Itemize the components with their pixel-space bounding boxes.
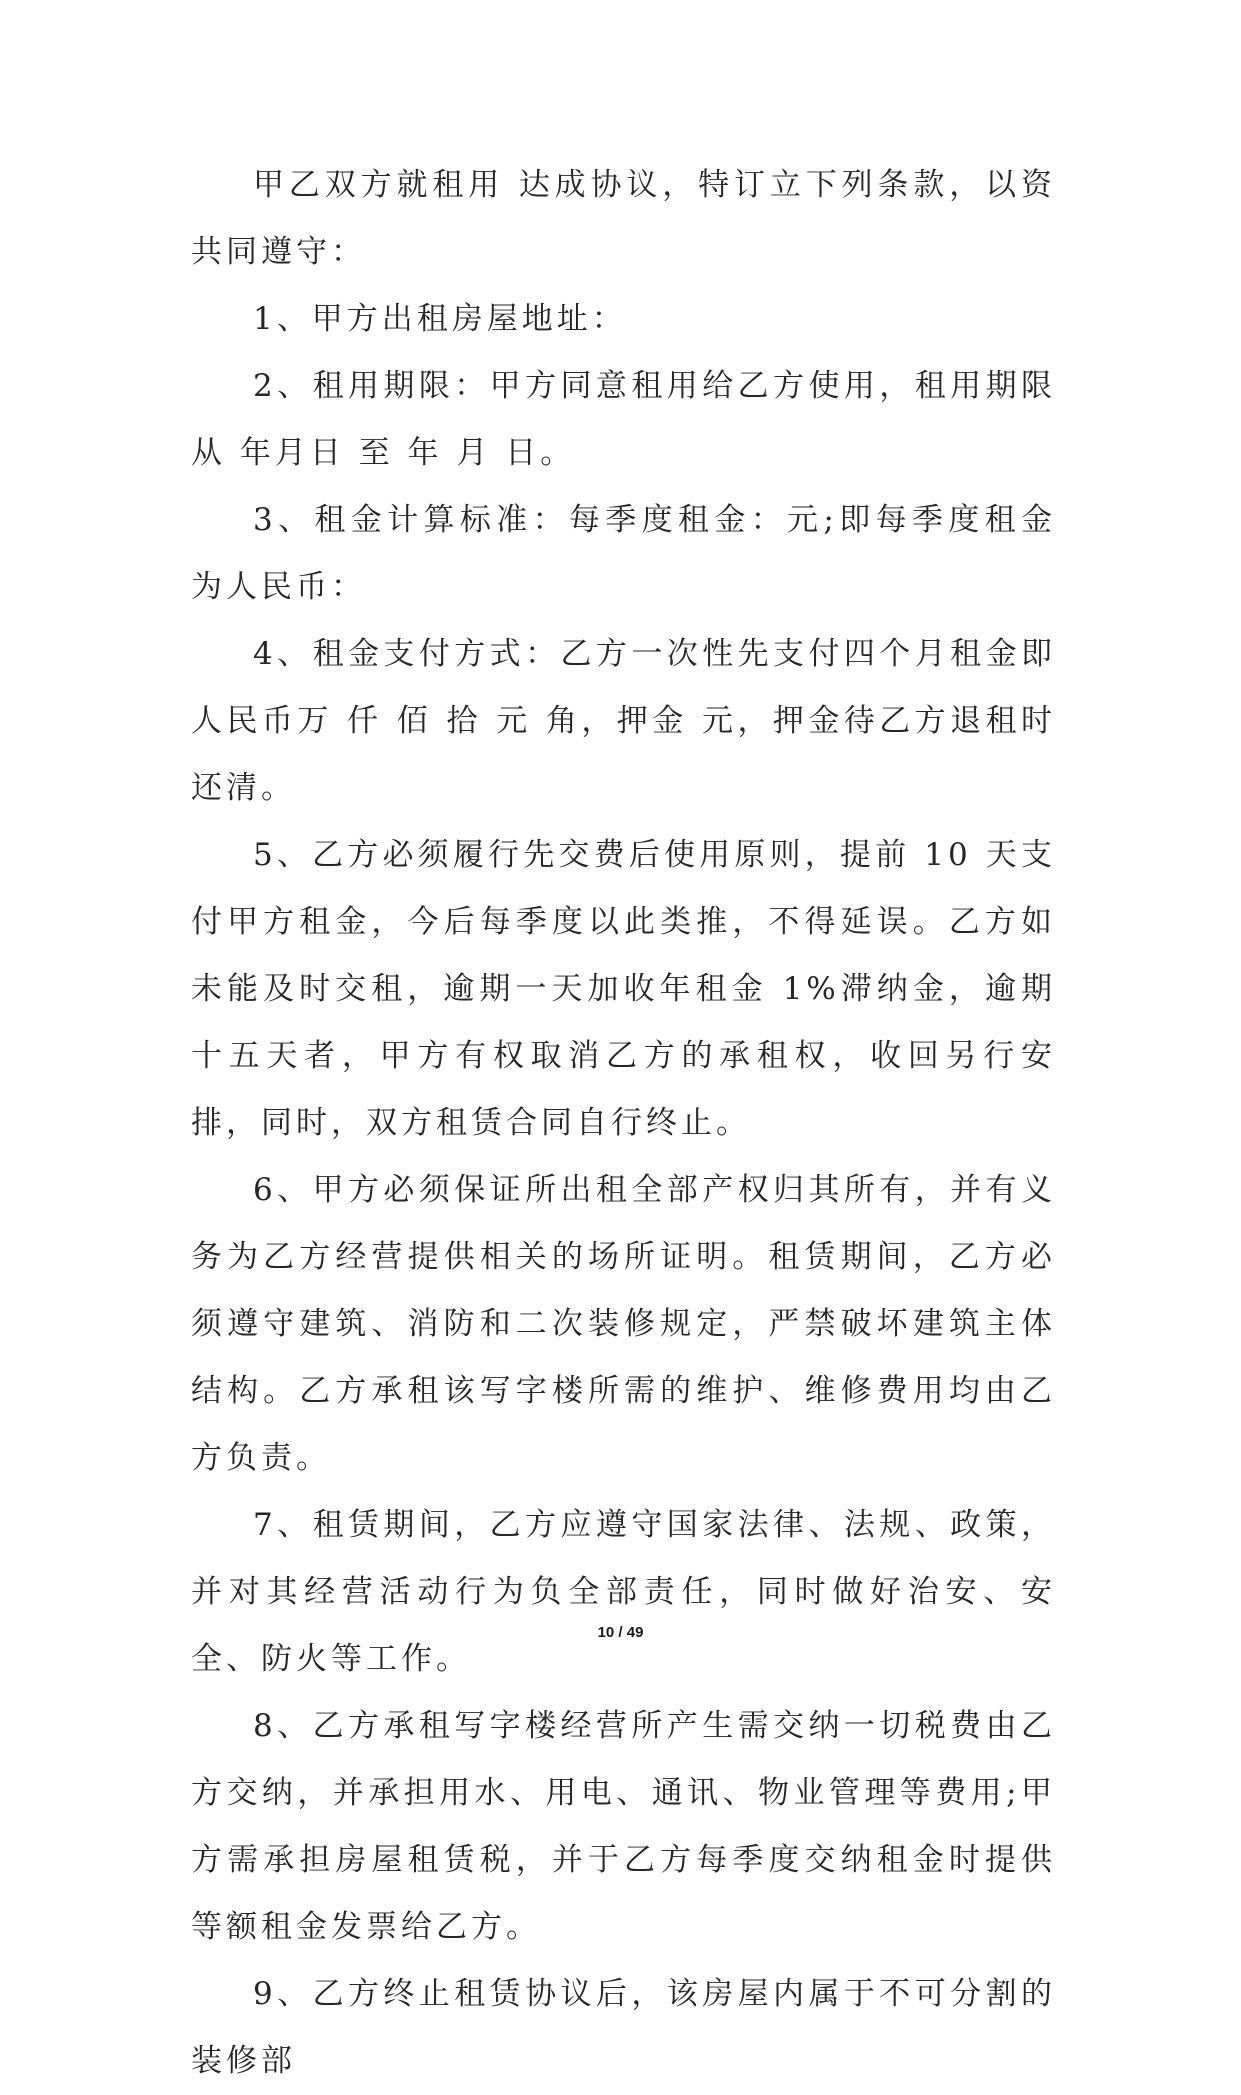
clause-7: 7、租赁期间，乙方应遵守国家法律、法规、政策，并对其经营活动行为负全部责任，同时做好治安、安全、防火等工作。 xyxy=(191,1507,1056,1677)
paragraph-intro: 甲乙双方就租用 达成协议，特订立下列条款，以资共同遵守： xyxy=(191,167,1056,270)
clause-5: 5、乙方必须履行先交费后使用原则，提前 10 天支付甲方租金，今后每季度以此类推，不得延误。乙方如未能及时交租，逾期一天加收年租金 1%滞纳金，逾期十五天者，甲方有权取消乙方的承租权，收回另行安排，同时，双方租赁合同自行终止。 xyxy=(191,837,1056,1141)
page-number: 10 / 49 xyxy=(597,1624,644,1641)
clause-3: 3、租金计算标准：每季度租金：元;即每季度租金为人民币： xyxy=(191,502,1056,605)
clause-8: 8、乙方承租写字楼经营所产生需交纳一切税费由乙方交纳，并承担用水、用电、通讯、物业管理等费用;甲方需承担房屋租赁税，并于乙方每季度交纳租金时提供等额租金发票给乙方。 xyxy=(191,1708,1056,1945)
contract-body xyxy=(191,152,1056,2095)
clause-9: 9、乙方终止租赁协议后，该房屋内属于不可分割的装修部 xyxy=(191,1976,1056,2079)
clause-6: 6、甲方必须保证所出租全部产权归其所有，并有义务为乙方经营提供相关的场所证明。租赁期间，乙方必须遵守建筑、消防和二次装修规定，严禁破坏建筑主体结构。乙方承租该写字楼所需的维护、维修费用均由乙方负责。 xyxy=(191,1172,1056,1476)
clause-2: 2、租用期限：甲方同意租用给乙方使用，租用期限从 年月日 至 年 月 日。 xyxy=(191,368,1056,471)
clause-4: 4、租金支付方式：乙方一次性先支付四个月租金即人民币万 仟 佰 拾 元 角，押金 元，押金待乙方退租时还清。 xyxy=(191,636,1056,806)
clause-1: 1、甲方出租房屋地址： xyxy=(253,301,627,337)
